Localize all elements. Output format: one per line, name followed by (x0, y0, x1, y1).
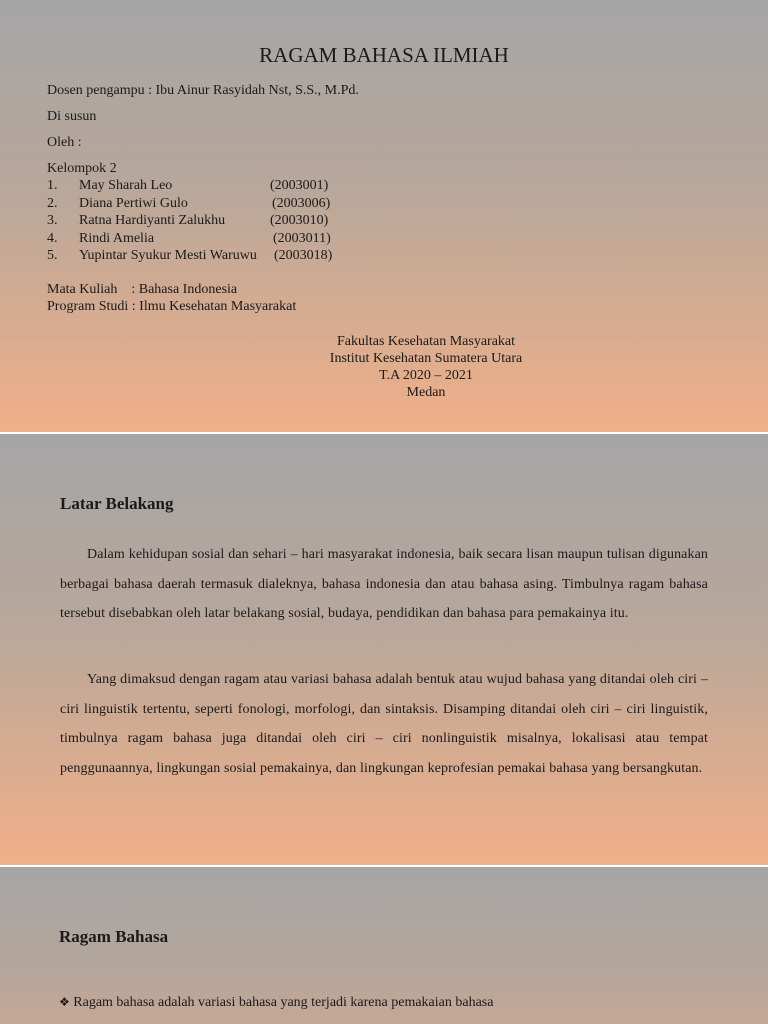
course-line: Mata Kuliah : Bahasa Indonesia (47, 282, 238, 297)
member-item (47, 178, 347, 195)
member-name: Yupintar Syukur Mesti Waruwu (79, 248, 257, 263)
member-id: (2003001) (270, 178, 329, 193)
faculty-line: Fakultas Kesehatan Masyarakat (336, 334, 516, 349)
member-item (47, 196, 347, 213)
member-item (47, 248, 347, 265)
member-id: (2003018) (274, 248, 333, 263)
study-program-line: Program Studi : Ilmu Kesehatan Masyarakat (47, 299, 297, 314)
compiled-label: Di susun (47, 109, 97, 124)
member-name: May Sharah Leo (79, 178, 173, 193)
slide-title-page (0, 0, 768, 432)
member-number: 4. (47, 230, 58, 246)
member-item (47, 213, 347, 230)
member-id: (2003010) (270, 213, 329, 228)
member-id: (2003011) (273, 230, 331, 246)
section-heading: Ragam Bahasa (59, 927, 169, 946)
bullet-text: Ragam bahasa adalah variasi bahasa yang terjadi karena pemakaian bahasa (73, 995, 494, 1010)
member-number: 1. (47, 178, 58, 193)
member-name: Ratna Hardiyanti Zalukhu (79, 213, 226, 228)
slide-background (0, 434, 768, 865)
bullet-item (59, 995, 493, 1011)
member-number: 5. (47, 248, 58, 263)
institute-line: Institut Kesehatan Sumatera Utara (329, 351, 523, 366)
member-name: Diana Pertiwi Gulo (79, 195, 188, 211)
member-list (47, 178, 347, 268)
slide-language-variety (0, 867, 768, 1024)
member-item (47, 231, 347, 248)
paragraph: Dalam kehidupan sosial dan sehari – hari masyarakat indonesia, baik secara lisan maupun tulisan digunakan berbagai bahasa daerah termasuk dialeknya, bahasa indonesia dan atau bahasa asing. Timbulnya ragam bahasa tersebut disebabkan oleh latar belakang sosial, budaya, pendidikan dan bahasa para pemakainya itu. (60, 547, 708, 621)
member-number: 3. (47, 213, 58, 228)
academic-year-line: T.A 2020 – 2021 (379, 368, 473, 383)
city-line: Medan (406, 385, 446, 400)
member-id: (2003006) (272, 195, 331, 211)
by-label: Oleh : (47, 135, 82, 150)
paragraph: Yang dimaksud dengan ragam atau variasi bahasa adalah bentuk atau wujud bahasa yang ditandai oleh ciri – ciri linguistik tertentu, seperti fonologi, morfologi, dan sintaksis. Disamping ditandai oleh ciri – ciri linguistik, timbulnya ragam bahasa juga ditandai oleh ciri – ciri nonlinguistik misalnya, lokalisasi atau tempat penggunaannya, lingkungan sosial pemakainya, dan lingkungan keprofesian pemakai bahasa yang bersangkutan. (60, 672, 708, 776)
group-label: Kelompok 2 (47, 161, 117, 176)
member-name: Rindi Amelia (79, 230, 155, 246)
section-heading: Latar Belakang (60, 494, 174, 513)
diamond-bullet-icon: ❖ (59, 995, 70, 1009)
member-number: 2. (47, 195, 58, 211)
lecturer-line: Dosen pengampu : Ibu Ainur Rasyidah Nst, S.S., M.Pd. (47, 83, 359, 98)
document-title: RAGAM BAHASA ILMIAH (259, 43, 509, 67)
